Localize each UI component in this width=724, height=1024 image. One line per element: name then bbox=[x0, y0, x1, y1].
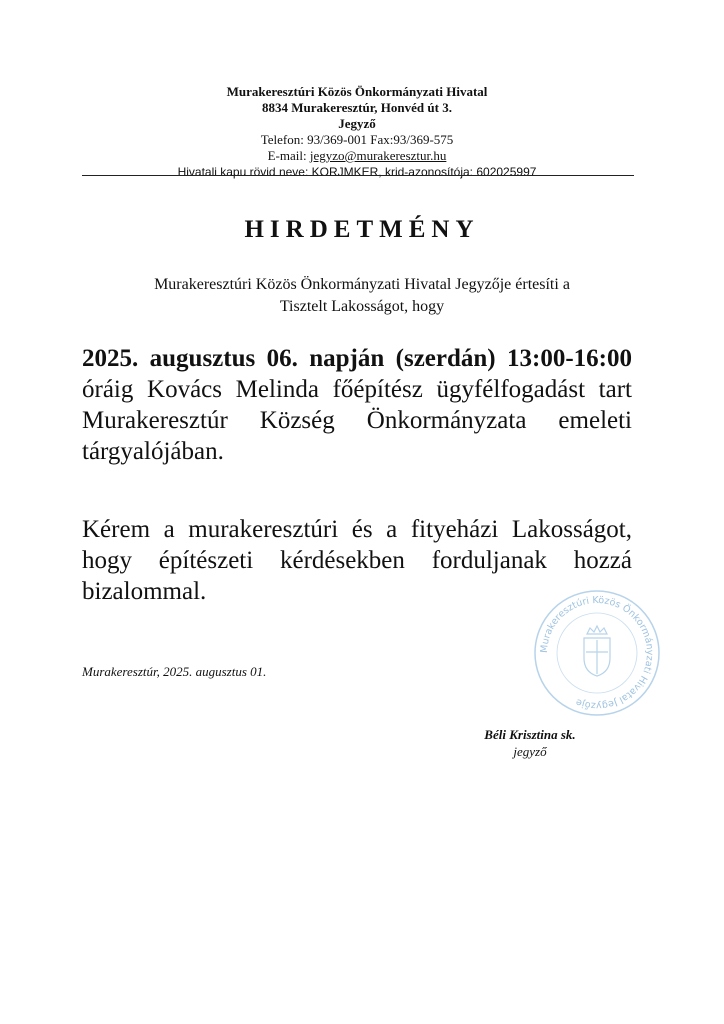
intro-line-1: Murakeresztúri Közös Önkormányzati Hivatal Jegyzője értesíti a bbox=[154, 276, 570, 293]
signer-name: Béli Krisztina sk. bbox=[484, 727, 576, 742]
intro-line-2: Tisztelt Lakosságot, hogy bbox=[279, 298, 445, 315]
announcement-date-time: 2025. augusztus 06. napján (szerdán) 13:00-16:00 bbox=[82, 345, 632, 372]
letterhead bbox=[82, 84, 632, 180]
official-stamp bbox=[532, 588, 662, 718]
coat-of-arms-icon bbox=[584, 626, 610, 676]
issue-date: Murakeresztúr, 2025. augusztus 01. bbox=[82, 664, 267, 679]
announcement-details: óráig Kovács Melinda főépítész ügyfélfogadást tart Murakeresztúr Község Önkormányzata emeleti tárgyalójában. bbox=[82, 376, 632, 465]
header-divider bbox=[82, 175, 634, 176]
phone-line: Telefon: 93/369-001 Fax:93/369-575 bbox=[260, 132, 454, 147]
org-role: Jegyző bbox=[338, 116, 376, 131]
email-link[interactable]: jegyzo@murakeresztur.hu bbox=[309, 148, 447, 163]
stamp-text-path: Murakeresztúri Közös Önkormányzati Hivatal Jegyzője bbox=[538, 594, 656, 712]
announcement-paragraph bbox=[82, 343, 632, 467]
kapu-line: Hivatali kapu rövid neve: KORJMKER, krid-azonosítója: 602025997 bbox=[177, 165, 537, 179]
email-label: E-mail: bbox=[267, 148, 310, 163]
org-name: Murakeresztúri Közös Önkormányzati Hivatal bbox=[226, 84, 488, 99]
email-line bbox=[82, 148, 632, 164]
org-address: 8834 Murakeresztúr, Honvéd út 3. bbox=[262, 100, 452, 115]
signer-role: jegyző bbox=[513, 744, 547, 759]
request-paragraph: Kérem a murakeresztúri és a fityeházi Lakosságot, hogy építészeti kérdésekben forduljanak hozzá bizalommal. bbox=[82, 516, 632, 605]
intro-text bbox=[82, 274, 642, 318]
signature-block bbox=[470, 726, 590, 760]
document-title: HIRDETMÉNY bbox=[244, 216, 480, 243]
